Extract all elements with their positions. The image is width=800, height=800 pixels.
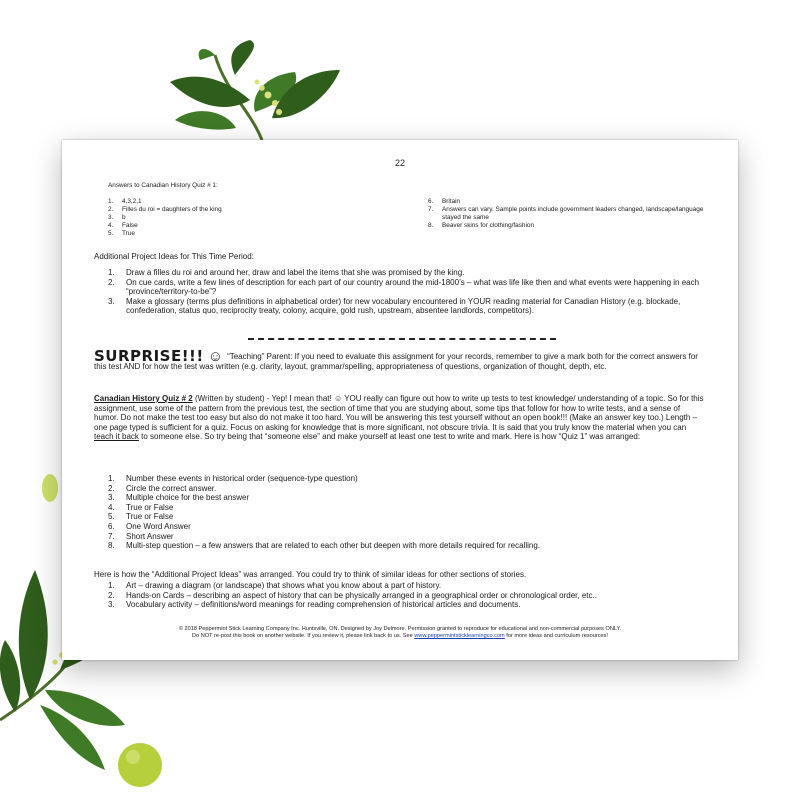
list-text: 4,3,2,1 — [122, 198, 142, 205]
list-text: True or False — [126, 512, 174, 522]
footer-line-1: © 2018 Peppermint Stick Learning Company Inc. Huntsville, ON. Designed by Joy Delmore. Permission granted to reproduce for educational and non-commercial purposes ONLY. — [178, 626, 622, 632]
dashed-divider — [248, 338, 556, 340]
list-text: Answers can vary. Sample points include government leaders changed, landscape/language stayed the same — [442, 206, 704, 221]
list-text: True or False — [126, 502, 174, 512]
answers-list-left — [108, 198, 368, 238]
list-number: 6. — [108, 521, 115, 531]
list-item — [108, 522, 708, 532]
list-text: Art – drawing a diagram (or landscape) that shows what you know about a part of history. — [126, 581, 442, 590]
list-item — [108, 493, 708, 503]
list-number: 2. — [108, 206, 114, 213]
list-text: Beaver skins for clothing/fashion — [442, 222, 535, 229]
list-number: 3. — [108, 214, 114, 221]
list-number: 7. — [108, 531, 115, 541]
list-item — [108, 278, 708, 297]
list-text: False — [122, 222, 138, 229]
list-text: True — [122, 230, 135, 237]
leaf-icon — [170, 40, 340, 140]
answer-item — [108, 206, 368, 214]
list-text: On cue cards, write a few lines of description for each part of our country around the mid-1800’s – what was life like then and what events were happening in each “province/territory-to-be”? — [126, 277, 700, 297]
surprise-section — [94, 347, 706, 371]
list-item — [108, 297, 708, 316]
list-text: Short Answer — [126, 531, 174, 541]
list-text: Filles du roi = daughters of the king — [122, 206, 222, 213]
list-text: One Word Answer — [126, 521, 191, 531]
list-text: Circle the correct answer. — [126, 483, 217, 493]
quiz2-text: (Written by student) - Yep! I mean that! ☺ YOU really can figure out how to write up tests to test knowledge/ understanding of a topic. So for this assignment, use some of the pattern from the previous test, the section of time that you are studying about, some tips that follow for how to write tests, and a sense of humor. Do not make the test too easy but also do not make it too hard. You will be answering this test yourself without an open book!!! (Make an answer key too.) Length – one page typed is sufficient for a quiz. Focus on asking for knowledge that is more significant, not obscure trivia. It is said that you truly know the material when you can — [94, 394, 704, 432]
answer-item — [108, 230, 368, 238]
list-item — [108, 268, 708, 278]
list-item — [108, 600, 708, 610]
list-item — [108, 474, 708, 484]
list-number: 4. — [108, 502, 115, 512]
smiley-icon: ☺ — [207, 348, 224, 366]
list-number: 1. — [108, 268, 115, 277]
list-number: 3. — [108, 493, 115, 503]
document-page — [62, 140, 738, 660]
answers-list-right — [428, 198, 708, 230]
copyright-footer — [62, 626, 738, 640]
quiz1-arrangement-list — [108, 474, 708, 551]
answer-item — [428, 222, 708, 230]
surprise-title: SURPRISE!!! — [94, 347, 204, 366]
list-number: 5. — [108, 230, 114, 237]
teach-it-back-link[interactable]: teach it back — [94, 432, 139, 442]
website-link[interactable]: www.peppermintsticklearningco.com — [414, 633, 505, 639]
list-number: 2. — [108, 277, 115, 287]
list-number: 2. — [108, 483, 115, 493]
answer-item — [428, 198, 708, 206]
lime-fruit-icon — [118, 743, 162, 787]
list-item — [108, 591, 708, 601]
list-number: 1. — [108, 474, 115, 483]
answer-item — [108, 198, 368, 206]
list-item — [108, 581, 708, 591]
answer-item — [428, 206, 708, 222]
list-text: b — [122, 214, 126, 221]
list-number: 1. — [108, 198, 114, 205]
list-item — [108, 512, 708, 522]
list-number: 7. — [428, 206, 434, 213]
list-text: Britain — [442, 198, 461, 205]
quiz2-title: Canadian History Quiz # 2 — [94, 394, 193, 403]
answers-heading: Answers to Canadian History Quiz # 1: — [108, 182, 218, 189]
answer-item — [108, 214, 368, 222]
quiz2-paragraph — [94, 394, 706, 442]
quiz2-text-end: to someone else. So try being that “someone else” and make yourself at least one test to write and mark. Here is how “Quiz 1” was arranged: — [141, 432, 641, 442]
list-number: 2. — [108, 590, 115, 600]
list-item — [108, 532, 708, 542]
list-item — [108, 503, 708, 513]
list-number: 6. — [428, 198, 434, 205]
list-text: Multi-step question – a few answers that are related to each other but deepen with more details required for recalling. — [126, 541, 541, 551]
footer-line-2 — [62, 633, 738, 640]
list-text: Draw a filles du roi and around her, draw and label the items that she was promised by the king. — [126, 268, 465, 277]
surprise-text: “Teaching” Parent: If you need to evaluate this assignment for your records, remember to give a mark both for the correct answers for this test AND for how the test was written (e.g. clarity, layout, grammar/spelling, appropriateness of questions, organization of thought, depth, etc. — [94, 352, 698, 371]
list-number: 3. — [108, 296, 115, 306]
ideas-arrangement-list — [108, 581, 708, 610]
list-number: 4. — [108, 222, 114, 229]
list-number: 1. — [108, 581, 115, 590]
list-text: Make a glossary (terms plus definitions in alphabetical order) for new vocabulary encountered in YOUR reading material for Canadian History (e.g. blockade, confederation, status quo, reciprocity treaty, colony, acquire, gold rush, upstream, absentee landlords, competitors). — [126, 296, 681, 316]
list-number: 8. — [108, 541, 115, 551]
list-text: Hands-on Cards – describing an aspect of history that can be physically arranged in a geographical order or chronological order, etc.. — [126, 590, 597, 600]
additional-ideas-list — [108, 268, 708, 316]
lime-fruit-icon — [42, 474, 58, 502]
list-text: Number these events in historical order (sequence-type question) — [126, 474, 358, 483]
footer-line-2-start: Do NOT re-post this book on another website. If you review it, please link back to us. See — [192, 633, 413, 639]
list-number: 5. — [108, 512, 115, 522]
page-number: 22 — [394, 158, 405, 168]
list-item — [108, 484, 708, 494]
list-number: 8. — [428, 222, 434, 229]
additional-ideas-heading: Additional Project Ideas for This Time Period: — [94, 252, 254, 261]
list-item — [108, 541, 708, 551]
ideas-arrangement-intro: Here is how the “Additional Project Ideas” was arranged. You could try to think of similar ideas for other sections of stories. — [94, 570, 527, 579]
list-text: Multiple choice for the best answer — [126, 493, 250, 503]
footer-line-2-end: for more ideas and curriculum resources! — [506, 633, 608, 639]
list-number: 3. — [108, 600, 115, 610]
answer-item — [108, 222, 368, 230]
list-text: Vocabulary activity – definitions/word meanings for reading comprehension of historical articles and documents. — [126, 600, 521, 610]
